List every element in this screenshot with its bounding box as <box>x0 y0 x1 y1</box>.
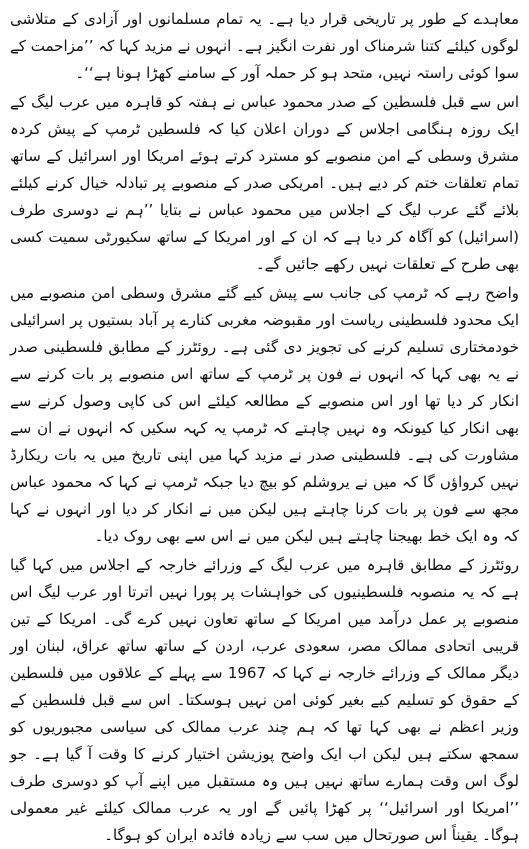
article-paragraph-1: معاہدے کے طور پر تاریخی قرار دیا ہے۔ یہ تمام مسلمانوں اور آزادی کے متلاشی لوگوں کیلئے کتنا شرمناک اور نفرت انگیز ہے۔ انہوں نے مزید کہا کہ ’’مزاحمت کے سوا کوئی راستہ نہیں، متحد ہو کر حملہ آور کے سامنے کھڑا ہونا ہے‘‘۔ <box>10 10 519 82</box>
article-paragraph-2: اس سے قبل فلسطین کے صدر محمود عباس نے ہفتہ کو قاہرہ میں عرب لیگ کے ایک روزہ ہنگامی اجلاس کے دوران اعلان کیا کہ فلسطین ٹرمپ کے پیش کردہ مشرق وسطی کے امن منصوبے کو مسترد کرتے ہوئے امریکا اور اسرائیل کے ساتھ تمام تعلقات ختم کر دیے ہیں۔ امریکی صدر کے منصوبے پر تبادلہ خیال کرنے کیلئے بلائے گئے عرب لیگ کے اجلاس میں محمود عباس نے بتایا ’’ہم نے دوسری طرف (اسرائیل) کو آگاہ کر دیا ہے کہ ان کے اور امریکا کے ساتھ سکیورٹی سمیت کسی بھی طرح کے تعلقات نہیں رکھے جائیں گے۔ <box>10 93 519 273</box>
article-paragraph-3: واضح رہے کہ ٹرمپ کی جانب سے پیش کیے گئے مشرق وسطی امن منصوبے میں ایک محدود فلسطینی ریاست اور مقبوضہ مغربی کنارے پر آباد بستیوں پر اسرائیلی خودمختاری تسلیم کرنے کی تجویز دی گئی ہے۔ روئٹرز کے مطابق فلسطینی صدر نے یہ بھی کہا کہ انہوں نے فون پر ٹرمپ کے ساتھ اس منصوبے پر بات کرنے سے انکار کر دیا تھا اور اس منصوبے کے مطالعہ کیلئے اس کی کاپی وصول کرنے سے بھی انکار کیا کیونکہ وہ نہیں چاہتے کہ ٹرمپ یہ کہہ سکیں کہ انہوں نے ان سے مشاورت کی ہے۔ فلسطینی صدر نے مزید کہا میں اپنی تاریخ میں یہ بات ریکارڈ نہیں کرواؤں گا کہ میں نے یروشلم کو بیچ دیا جبکہ ٹرمپ نے کہا کہ محمود عباس مجھ سے فون پر بات کرنا چاہتے ہیں لیکن میں نے انکار کر دیا اور انہوں نے کہا کہ وہ ایک خط بھیجنا چاہتے ہیں لیکن میں نے اس سے بھی روک دیا۔ <box>10 284 519 545</box>
article-paragraph-4: روئٹرز کے مطابق قاہرہ میں عرب لیگ کے وزرائے خارجہ کے اجلاس میں کہا گیا ہے کہ یہ منصوبہ فلسطینیوں کی خواہشات پر پورا نہیں اترتا اور عرب لیگ اس منصوبے پر عمل درآمد میں امریکا کے ساتھ تعاون نہیں کرے گی۔ امریکا کے تین قریبی اتحادی ممالک مصر، سعودی عرب، اردن کے ساتھ ساتھ عراق، لبنان اور دیگر ممالک کے وزرائے خارجہ نے کہا کہ 1967 سے پہلے کے علاقوں میں فلسطین کے حقوق کو تسلیم کیے بغیر کوئی امن نہیں ہوسکتا۔ اس سے قبل فلسطین کے وزیر اعظم نے بھی کہا تھا کہ ہم چند عرب ممالک کی سیاسی مجبوریوں کو سمجھ سکتے ہیں لیکن اب ایک واضح پوزیشن اختیار کرنے کا وقت آ گیا ہے۔ جو لوگ اس وقت ہمارے ساتھ نہیں ہیں وہ مستقبل میں اپنے آپ کو دوسری طرف ’’امریکا اور اسرائیل‘‘ پر کھڑا پائیں گے اور یہ عرب ممالک کیلئے غیر معمولی ہوگا۔ یقیناً اس صورتحال میں سب سے زیادہ فائدہ ایران کو ہوگا۔ <box>10 556 520 844</box>
